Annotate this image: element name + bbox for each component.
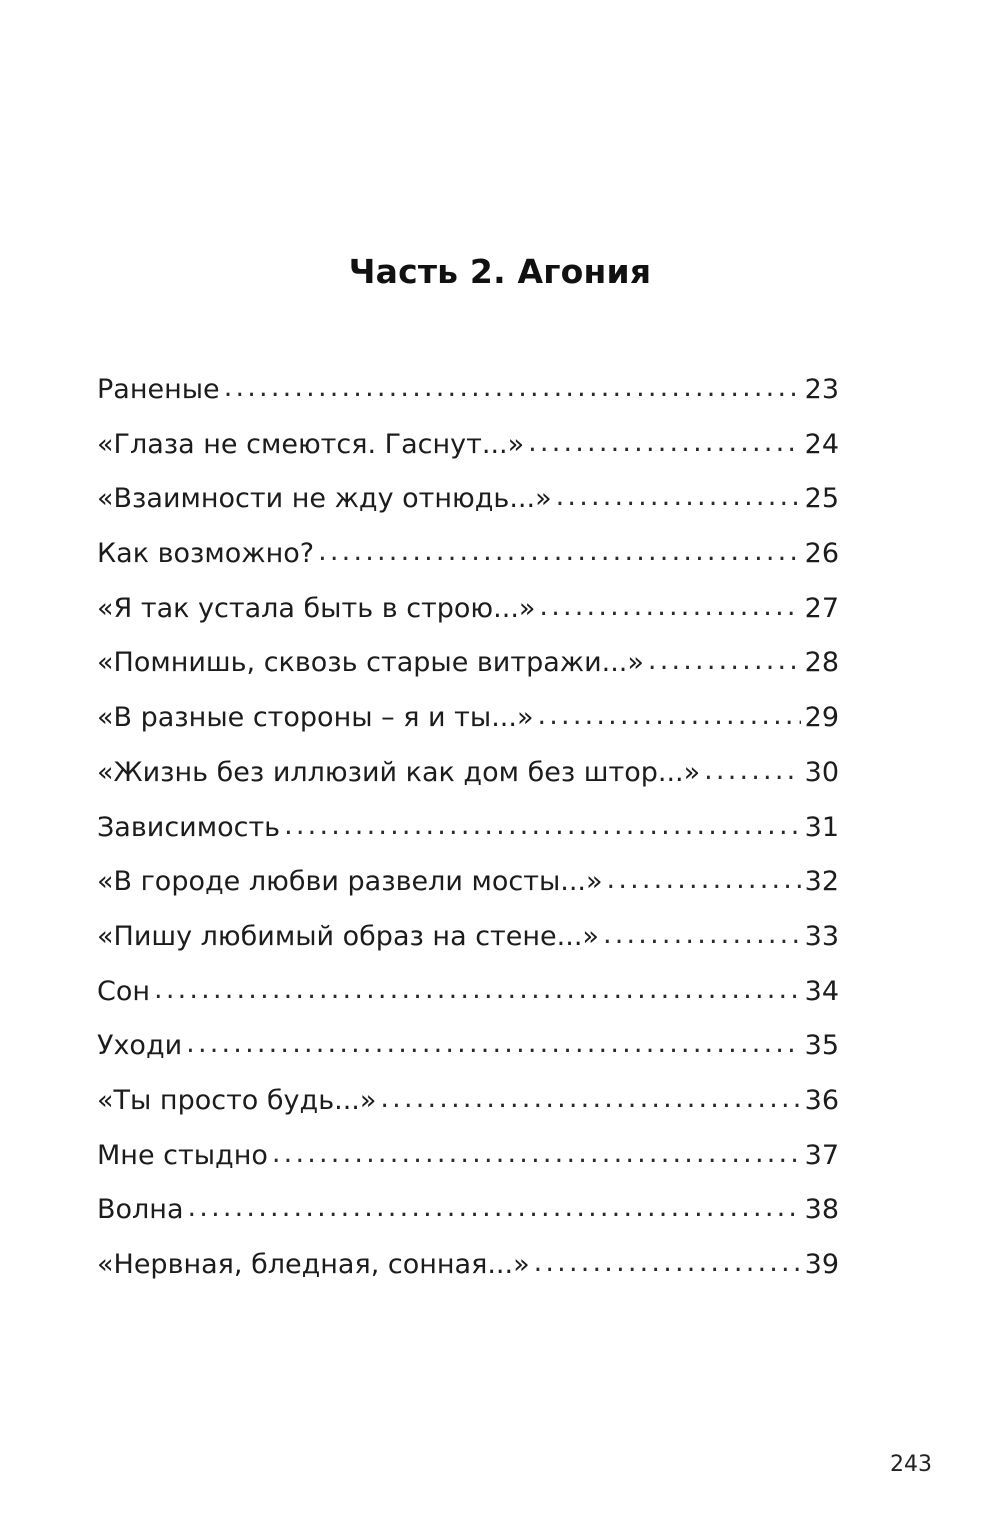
toc-entry: [97, 527, 839, 582]
dot-leader: [224, 361, 801, 416]
toc-entry-page: 34: [804, 975, 839, 1007]
toc-entry-page: 36: [804, 1084, 839, 1116]
dot-leader: [284, 799, 801, 854]
toc-entry: [97, 965, 839, 1020]
toc-entry: [97, 418, 839, 473]
toc-entry-title: «Жизнь без иллюзий как дом без штор...»: [97, 756, 701, 788]
toc-entry-page: 35: [804, 1030, 839, 1062]
toc-entry: [97, 910, 839, 965]
dot-leader: [607, 853, 801, 908]
section-title: Часть 2. Агония: [348, 252, 652, 291]
dot-leader: [539, 580, 800, 635]
toc-entry-page: 27: [804, 592, 839, 624]
toc-entry: [97, 1074, 839, 1129]
toc-entry-page: 39: [804, 1249, 839, 1280]
toc-entry-title: «Взаимности не жду отнюдь...»: [97, 483, 552, 515]
toc-entry: [97, 1129, 839, 1184]
toc-entry: [97, 1019, 839, 1074]
toc-entry-page: 23: [804, 374, 839, 405]
dot-leader: [154, 963, 801, 1018]
toc-entry-page: 32: [804, 866, 839, 898]
toc-entry: [97, 1183, 839, 1238]
dot-leader: [318, 525, 801, 580]
dot-leader: [272, 1127, 801, 1182]
toc-entry-title: «Ты просто будь...»: [97, 1084, 377, 1116]
toc-entry: [97, 801, 839, 856]
toc-entry: [97, 363, 839, 418]
dot-leader: [534, 1236, 801, 1291]
toc-entry-title: «В разные стороны – я и ты...»: [97, 702, 534, 734]
toc-entry-page: 28: [804, 647, 839, 679]
dot-leader: [188, 1181, 801, 1236]
dot-leader: [380, 1072, 800, 1127]
toc-entry-title: Зависимость: [97, 811, 281, 843]
toc-entry-page: 25: [804, 483, 839, 515]
toc-entry-title: Как возможно?: [97, 538, 315, 570]
toc-entry-title: Сон: [97, 975, 151, 1007]
toc-entry: [97, 746, 839, 801]
toc-entry: [97, 472, 839, 527]
toc-entry: [97, 1238, 839, 1293]
toc-entry: [97, 691, 839, 746]
toc-entry-page: 38: [804, 1194, 839, 1226]
dot-leader: [556, 470, 801, 525]
dot-leader: [528, 416, 801, 471]
toc-entry-title: «Нервная, бледная, сонная...»: [97, 1249, 530, 1280]
dot-leader: [704, 744, 801, 799]
toc-entry-title: «Глаза не смеются. Гаснут...»: [97, 428, 525, 460]
toc-entry-page: 26: [804, 538, 839, 570]
toc-entry-title: «Помнишь, сквозь старые витражи...»: [97, 647, 644, 679]
toc-entry-title: «В городе любви развели мосты...»: [97, 866, 603, 898]
toc-entry-title: Волна: [97, 1194, 184, 1226]
dot-leader: [186, 1017, 800, 1072]
toc-entry: [97, 636, 839, 691]
dot-leader: [537, 689, 800, 744]
toc-entry-page: 24: [804, 428, 839, 460]
dot-leader: [648, 634, 801, 689]
dot-leader: [603, 908, 801, 963]
toc-entry-page: 29: [804, 702, 839, 734]
toc-entry-title: «Я так устала быть в строю...»: [97, 592, 536, 624]
toc-entry-page: 31: [804, 811, 839, 843]
toc-entry-page: 33: [804, 920, 839, 952]
toc-entry: [97, 582, 839, 637]
toc-entry-page: 30: [804, 756, 839, 788]
page-number: 243: [890, 1452, 932, 1477]
toc-entry-title: Уходи: [97, 1030, 183, 1062]
toc-entry: [97, 855, 839, 910]
toc-entry-title: Мне стыдно: [97, 1139, 268, 1171]
toc-entry-page: 37: [804, 1139, 839, 1171]
toc-entry-title: «Пишу любимый образ на стене...»: [97, 920, 599, 952]
toc-entry-title: Раненые: [97, 374, 220, 405]
table-of-contents: [97, 363, 839, 1293]
